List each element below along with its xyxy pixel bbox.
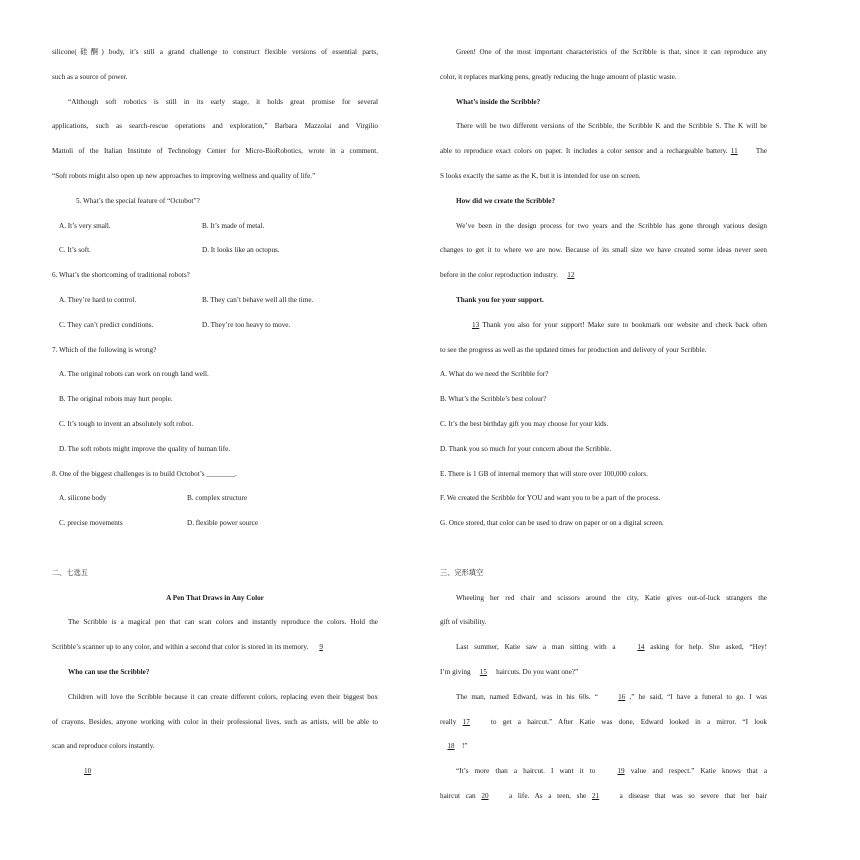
blank-17: 17: [462, 717, 470, 726]
blank-11: 11: [730, 147, 738, 156]
text-line: scan and reproduce colors instantly.: [52, 742, 155, 751]
choice-option-c: C. It’s the best birthday gift you may choose for your kids.: [440, 419, 609, 428]
text-line: S looks exactly the same as the K, but it is intended for use on screen.: [440, 171, 641, 180]
text-line: [440, 635, 767, 660]
text-line: changes to get it to where we are now. Because of its small size we have created some ideas never seen: [440, 246, 767, 255]
option-b: B. They can’t behave well all the time.: [202, 295, 314, 304]
text-segment: The: [755, 147, 767, 156]
blank-14: 14: [637, 643, 645, 652]
text-segment: I’m giving: [440, 667, 471, 676]
subheading: Who can use the Scribble?: [68, 667, 150, 676]
text-line: [440, 710, 767, 735]
blank-13: 13: [472, 320, 480, 329]
text-line: applications, such as search-rescue operations and exploration,” Barbara Mazzolai and Virgilio: [52, 122, 378, 131]
question-5-options-row: [52, 214, 378, 239]
question-8-options-row: [52, 486, 378, 511]
question-6-options-row: [52, 313, 378, 338]
subheading: What’s inside the Scribble?: [456, 97, 541, 106]
option-b: B. It’s made of metal.: [202, 221, 265, 230]
choice-option-e: E. There is 1 GB of internal memory that will store over 100,000 colors.: [440, 469, 648, 478]
text-segment: haircut can: [440, 791, 476, 800]
left-column: [52, 40, 378, 784]
text-segment: able to reproduce exact colors on paper. It includes a color sensor and a rechargeable battery.: [440, 147, 728, 156]
text-segment: asking for help. She asked, “Hey!: [650, 643, 767, 652]
text-line: [440, 139, 767, 164]
option-d: D. flexible power source: [187, 519, 259, 528]
right-column: [440, 40, 767, 809]
text-line: [440, 313, 767, 338]
text-line: [440, 734, 767, 759]
question-8: 8. One of the biggest challenges is to build Octobot’s ________.: [52, 469, 237, 478]
question-7-option-d: D. The soft robots might improve the quality of human life.: [59, 444, 231, 453]
blank-12: 12: [567, 271, 575, 280]
choice-option-g: G. Once stored, that color can be used to draw on paper or on a digital screen.: [440, 519, 664, 528]
text-segment: !”: [462, 742, 468, 751]
option-c: C. precise movements: [59, 519, 123, 528]
text-line: Mattoli of the Italian Institute of Technology Center for Micro-BioRobotics, wrote in a comment.: [52, 147, 378, 156]
question-7-option-b: B. The original robots may hurt people.: [59, 395, 173, 404]
question-5: 5. What’s the special feature of “Octobot”?: [76, 196, 200, 205]
text-segment: “It’s more than a haircut. I want it to: [456, 767, 596, 776]
option-d: D. They’re too heavy to move.: [202, 320, 291, 329]
blank-16: 16: [618, 692, 626, 701]
text-segment: before in the color reproduction industry.: [440, 271, 559, 280]
text-segment: ,” he said, “I have a funeral to go. I was: [629, 692, 767, 701]
text-line: “Although soft robotics is still in its early stage, it holds great promise for several: [68, 97, 378, 106]
text-line: color, it replaces marking pens, greatly reducing the huge amount of plastic waste.: [440, 72, 677, 81]
option-a: A. silicone body: [59, 494, 107, 503]
text-segment: a disease that was so severe that her hair: [619, 791, 767, 800]
text-line: “Soft robots might also open up new approaches to improving wellness and quality of life.”: [52, 171, 316, 180]
text-line: [440, 784, 767, 809]
question-6: 6. What’s the shortcoming of traditional robots?: [52, 271, 190, 280]
blank-15: 15: [479, 667, 487, 676]
blank-10: 10: [84, 767, 92, 776]
choice-option-d: D. Thank you so much for your concern about the Scribble.: [440, 444, 612, 453]
text-line: [440, 685, 767, 710]
question-7-option-c: C. It’s tough to invent an absolutely soft robot.: [59, 419, 194, 428]
option-a: A. It’s very small.: [59, 221, 111, 230]
text-line: We’ve been in the design process for two years and the Scribble has gone through various design: [456, 221, 767, 230]
option-c: C. They can’t predict conditions.: [59, 320, 154, 329]
text-line: [52, 635, 378, 660]
question-7: 7. Which of the following is wrong?: [52, 345, 157, 354]
subheading: How did we create the Scribble?: [456, 196, 556, 205]
question-6-options-row: [52, 288, 378, 313]
choice-option-f: F. We created the Scribble for YOU and want you to be a part of the process.: [440, 494, 661, 503]
text-segment: a life. As a teen, she: [509, 791, 587, 800]
text-segment: really: [440, 717, 457, 726]
question-7-option-a: A. The original robots can work on rough land well.: [59, 370, 209, 379]
text-segment: to get a haircut.” After Katie was done, Edward looked in a mirror. “I look: [490, 717, 767, 726]
blank-18: 18: [447, 742, 455, 751]
text-line: silicone(硅酮) body, it’s still a grand challenge to construct flexible versions of essential parts,: [52, 48, 378, 56]
question-5-options-row: [52, 238, 378, 263]
blank-21: 21: [591, 791, 600, 800]
choice-option-b: B. What’s the Scribble’s best colour?: [440, 395, 547, 404]
text-line: to see the progress as well as the updated times for production and delivery of your Scribble.: [440, 345, 707, 354]
option-c: C. It’s soft.: [59, 246, 91, 255]
option-a: A. They’re hard to control.: [59, 295, 137, 304]
text-line: The Scribble is a magical pen that can scan colors and instantly reproduce the colors. Hold the: [68, 618, 378, 627]
text-line: There will be two different versions of the Scribble, the Scribble K and the Scribble S. The K will be: [456, 122, 767, 131]
text-line: Green! One of the most important characteristics of the Scribble is that, since it can reproduce any: [456, 48, 767, 56]
text-line: Wheeling her red chair and scissors around the city, Katie gives out-of-luck strangers the: [456, 593, 767, 602]
section-heading: 二、七选五: [52, 568, 88, 577]
choice-option-a: A. What do we need the Scribble for?: [440, 370, 549, 379]
spacer: [440, 536, 767, 561]
text-line: [440, 759, 767, 784]
text-line: [440, 660, 767, 685]
text-segment: Last summer, Katie saw a man sitting with a: [456, 643, 616, 652]
text-segment: Scribble’s scanner up to any color, and within a second that color is stored in its memory.: [52, 643, 309, 652]
text-line: such as a source of power.: [52, 72, 128, 81]
option-b: B. complex structure: [187, 494, 248, 503]
text-line: [440, 263, 767, 288]
blank-20: 20: [481, 791, 489, 800]
section-heading: 三、完形填空: [440, 568, 484, 577]
text-line: [52, 759, 378, 784]
text-line: Children will love the Scribble because it can create different colors, replacing even their biggest box: [68, 692, 378, 701]
blank-9: 9: [319, 643, 323, 652]
text-segment: value and respect.” Katie knows that a: [630, 767, 767, 776]
text-segment: The man, named Edward, was in his 60s. “: [456, 692, 598, 701]
text-segment: haircuts. Do you want one?”: [496, 667, 579, 676]
spacer: [52, 536, 378, 561]
text-line: gift of visibility.: [440, 618, 487, 627]
text-line: of crayons. Besides, anyone working with color in their professional lives, such as artists, will be able to: [52, 717, 378, 726]
question-8-options-row: [52, 511, 378, 536]
blank-19: 19: [617, 767, 625, 776]
text-segment: Thank you also for your support! Make sure to bookmark our website and check back often: [482, 320, 767, 329]
subheading: Thank you for your support.: [456, 295, 544, 304]
article-title: A Pen That Draws in Any Color: [166, 593, 264, 602]
option-d: D. It looks like an octopus.: [202, 246, 280, 255]
